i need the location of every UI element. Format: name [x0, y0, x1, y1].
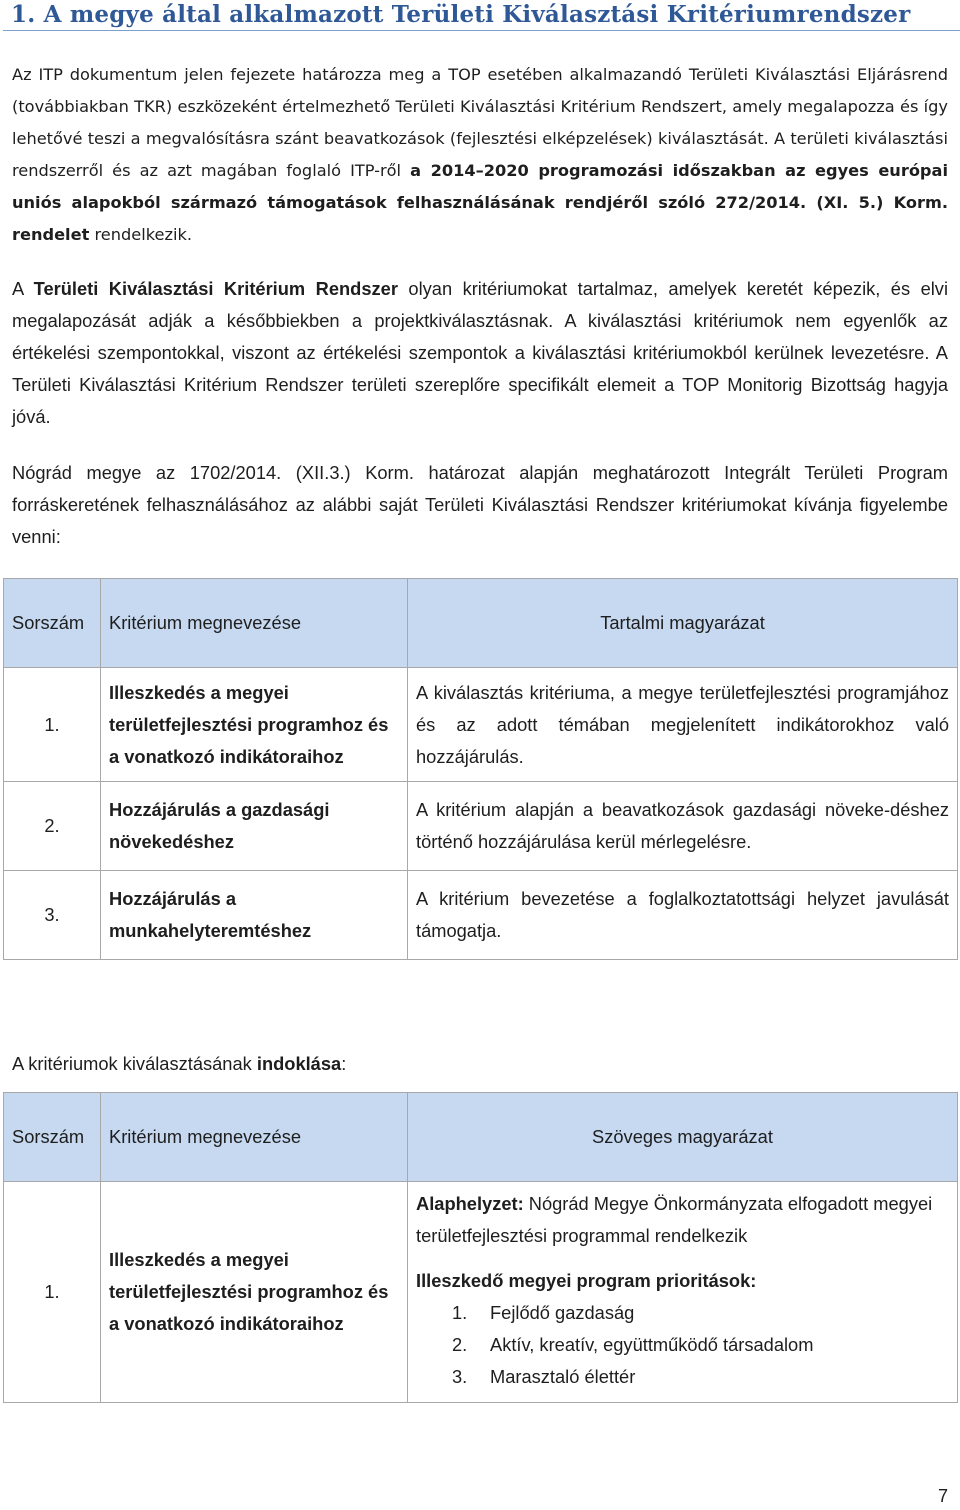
row-explanation: A kritérium bevezetése a foglalkoztatottsági helyzet javulását támogatja. [408, 871, 958, 960]
caption-colon: : [341, 1053, 347, 1074]
row-number: 2. [4, 782, 101, 871]
row-explanation: A kiválasztás kritériuma, a megye területfejlesztési programjához és az adott témában megjelenített indikátorokhoz való hozzájárulás. [408, 668, 958, 782]
list-item-text: Fejlődő gazdaság [490, 1302, 635, 1323]
table-row [4, 668, 958, 782]
intro-text: Az ITP dokumentum jelen fejezete határozza meg a TOP esetében alkalmazandó Területi Kiválasztási Eljárásrend (továbbiakban TKR) eszközeként értelmezhető Területi Kiválasztási Kritérium Rendszert, amely megalapozza és így lehetővé teszi a megvalósításra szánt beavatkozások (fejlesztési elképzelések) kiválasztását. [12, 65, 948, 148]
page-title: 1. A megye által alkalmazott Területi Kiválasztási Kritériumrendszer [11, 1, 911, 28]
row-number: 1. [4, 1182, 101, 1403]
header-text-explanation: Szöveges magyarázat [408, 1093, 958, 1182]
list-item [452, 1297, 949, 1329]
baseline-statement [416, 1188, 949, 1252]
system-text-start: A [12, 278, 34, 299]
list-item-number: 2. [452, 1334, 468, 1355]
list-item-text: Aktív, kreatív, együttműködő társadalom [490, 1334, 814, 1355]
list-item [452, 1361, 949, 1393]
intro-regulation-ref: a 2014–2020 programozási időszakban az egyes európai uniós alapokból származó támogatások felhasználásának rendjéről szóló 272/2014. (XI. 5.) Korm. rendelet [12, 161, 948, 244]
intro-text-continued: A területi kiválasztási rendszerről és az azt magában foglaló ITP-ről [12, 129, 948, 180]
intro-paragraph [12, 59, 948, 251]
header-criterion: Kritérium megnevezése [101, 1093, 408, 1182]
table-row [4, 782, 958, 871]
list-item-number: 1. [452, 1302, 468, 1323]
row-criterion: Hozzájárulás a gazdasági növekedéshez [101, 782, 408, 871]
baseline-label: Alaphelyzet: [416, 1193, 524, 1214]
intro-text-end: rendelkezik. [89, 225, 192, 244]
caption-bold: indoklása [256, 1053, 342, 1074]
baseline-text: Nógrád Megye Önkormányzata elfogadott megyei területfejlesztési programmal rendelkezik [416, 1193, 933, 1246]
nograd-paragraph: Nógrád megye az 1702/2014. (XII.3.) Korm. határozat alapján meghatározott Integrált Területi Program forráskeretének felhasználásához az alábbi saját Területi Kiválasztási Rendszer kritériumokat kívánja figyelembe venni: [12, 462, 948, 547]
row-explanation: A kritérium alapján a beavatkozások gazdasági növeke-déshez történő hozzájárulása kerül mérlegelésre. [408, 782, 958, 871]
list-item [452, 1329, 949, 1361]
justification-caption [12, 1048, 346, 1080]
priorities-heading [416, 1265, 949, 1297]
table-row [4, 871, 958, 960]
row-criterion: Illeszkedés a megyei területfejlesztési programhoz és a vonatkozó indikátoraihoz [101, 1182, 408, 1403]
header-number: Sorszám [4, 1093, 101, 1182]
row-number: 1. [4, 668, 101, 782]
caption-text: A kritériumok kiválasztásának [12, 1053, 257, 1074]
row-number: 3. [4, 871, 101, 960]
row-text-explanation [408, 1182, 958, 1403]
system-text: olyan kritériumokat tartalmaz, amelyek keretét képezik, és elvi megalapozását adják a későbbiekben a projektkiválasztásnak. A kiválasztási kritériumok nem egyenlők az értékelési szempontokkal, viszont az értékelési szempontok a kiválasztási kritériumokból kerülnek levezetésre. A Területi Kiválasztási Kritérium Rendszer területi szereplőre specifikált elemeit a TOP Monitorig Bizottság hagyja jóvá. [12, 278, 949, 427]
system-name: Területi Kiválasztási Kritérium Rendszer [33, 278, 398, 299]
system-paragraph [12, 273, 948, 433]
title-rule [3, 0, 960, 31]
page-number: 7 [937, 1486, 948, 1506]
header-explanation: Tartalmi magyarázat [408, 579, 958, 668]
row-criterion: Hozzájárulás a munkahelyteremtéshez [101, 871, 408, 960]
list-item-number: 3. [452, 1366, 468, 1387]
justification-table [3, 1092, 958, 1403]
row-criterion: Illeszkedés a megyei területfejlesztési programhoz és a vonatkozó indikátoraihoz [101, 668, 408, 782]
criteria-table-header [4, 579, 958, 668]
priorities-label: Illeszkedő megyei program prioritások: [416, 1270, 757, 1291]
justification-table-header [4, 1093, 958, 1182]
header-criterion: Kritérium megnevezése [101, 579, 408, 668]
criteria-table [3, 578, 958, 960]
priorities-list [416, 1297, 949, 1393]
header-number: Sorszám [4, 579, 101, 668]
table-row [4, 1182, 958, 1403]
list-item-text: Marasztaló élettér [490, 1366, 636, 1387]
